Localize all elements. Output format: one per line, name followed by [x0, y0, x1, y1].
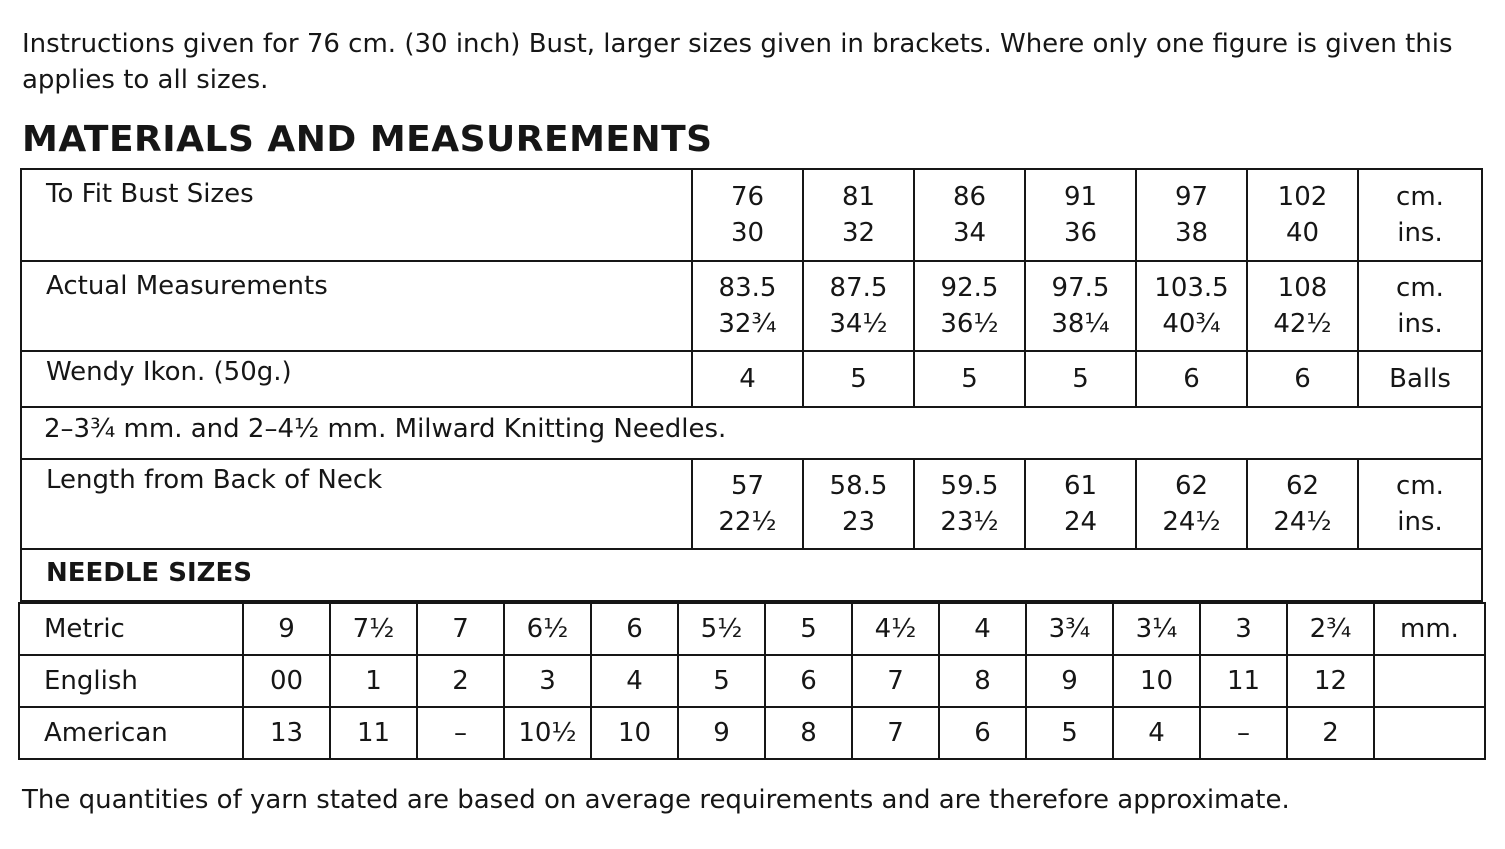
bust-cell [692, 169, 803, 261]
american-unit [1374, 707, 1485, 759]
american-cell: 6 [939, 707, 1026, 759]
footnote: The quantities of yarn stated are based on average requirements and are therefore approximate. [22, 785, 1290, 815]
actual-cell [803, 261, 914, 351]
english-cell: 5 [678, 655, 765, 707]
bust-ins: 40 [1285, 218, 1320, 248]
length-cm: 58.5 [829, 471, 888, 501]
metric-cell: 6½ [504, 603, 591, 655]
english-cell: 3 [504, 655, 591, 707]
metric-unit: mm. [1374, 603, 1485, 655]
length-cm: 62 [1174, 471, 1209, 501]
american-cell: 8 [765, 707, 852, 759]
length-ins: 23½ [940, 507, 999, 537]
unit-ins: ins. [1397, 218, 1443, 248]
bust-cm: 97 [1174, 182, 1209, 212]
bust-ins: 36 [1063, 218, 1098, 248]
length-ins: 23 [841, 507, 876, 537]
yarn-cell: 6 [1247, 351, 1358, 407]
bust-ins: 32 [841, 218, 876, 248]
metric-cell: 4½ [852, 603, 939, 655]
needles-text: 2–3¾ mm. and 2–4½ mm. Milward Knitting Needles. [21, 407, 1482, 459]
american-cell: 9 [678, 707, 765, 759]
bust-cell [1025, 169, 1136, 261]
english-cell: 2 [417, 655, 504, 707]
actual-ins: 42½ [1273, 309, 1332, 339]
actual-row [21, 261, 1482, 351]
length-cm: 59.5 [940, 471, 999, 501]
length-label: Length from Back of Neck [21, 459, 692, 549]
american-cell: 7 [852, 707, 939, 759]
actual-cell [1247, 261, 1358, 351]
actual-cm: 97.5 [1051, 273, 1110, 303]
actual-ins: 38¼ [1051, 309, 1110, 339]
length-ins: 24½ [1162, 507, 1221, 537]
bust-ins: 38 [1174, 218, 1209, 248]
yarn-row [21, 351, 1482, 407]
length-cell [1025, 459, 1136, 549]
needle-sizes-heading: NEEDLE SIZES [21, 549, 1482, 601]
english-cell: 8 [939, 655, 1026, 707]
english-unit [1374, 655, 1485, 707]
english-cell: 1 [330, 655, 417, 707]
length-cm: 57 [730, 471, 765, 501]
unit-ins: ins. [1397, 507, 1443, 537]
bust-cell [803, 169, 914, 261]
yarn-cell: 5 [914, 351, 1025, 407]
materials-table [20, 168, 1483, 602]
american-cell: 2 [1287, 707, 1374, 759]
actual-cell [1136, 261, 1247, 351]
actual-cell [692, 261, 803, 351]
english-cell: 11 [1200, 655, 1287, 707]
english-cell: 12 [1287, 655, 1374, 707]
american-cell: 5 [1026, 707, 1113, 759]
american-cell: 13 [243, 707, 330, 759]
english-cell: 6 [765, 655, 852, 707]
american-cell: – [417, 707, 504, 759]
bust-cell [1136, 169, 1247, 261]
american-cell: 4 [1113, 707, 1200, 759]
actual-ins: 34½ [829, 309, 888, 339]
length-ins: 24 [1063, 507, 1098, 537]
unit-cm: cm. [1396, 471, 1444, 501]
bust-label: To Fit Bust Sizes [21, 169, 692, 261]
bust-cm: 81 [841, 182, 876, 212]
actual-cell [914, 261, 1025, 351]
american-row [19, 707, 1485, 759]
english-label: English [19, 655, 243, 707]
needles-row [21, 407, 1482, 459]
metric-cell: 3¼ [1113, 603, 1200, 655]
metric-cell: 5 [765, 603, 852, 655]
yarn-unit: Balls [1358, 351, 1482, 407]
bust-row [21, 169, 1482, 261]
yarn-cell: 5 [803, 351, 914, 407]
actual-unit [1358, 261, 1482, 351]
yarn-cell: 4 [692, 351, 803, 407]
bust-cm: 86 [952, 182, 987, 212]
actual-label: Actual Measurements [21, 261, 692, 351]
actual-cm: 103.5 [1154, 273, 1229, 303]
american-cell: 10 [591, 707, 678, 759]
bust-cell [914, 169, 1025, 261]
length-ins: 24½ [1273, 507, 1332, 537]
english-cell: 00 [243, 655, 330, 707]
english-cell: 7 [852, 655, 939, 707]
bust-unit [1358, 169, 1482, 261]
english-cell: 10 [1113, 655, 1200, 707]
actual-cm: 83.5 [718, 273, 777, 303]
metric-row [19, 603, 1485, 655]
yarn-label: Wendy Ikon. (50g.) [21, 351, 692, 407]
metric-cell: 2¾ [1287, 603, 1374, 655]
length-cell [914, 459, 1025, 549]
length-cm: 61 [1063, 471, 1098, 501]
bust-ins: 34 [952, 218, 987, 248]
yarn-cell: 5 [1025, 351, 1136, 407]
metric-cell: 5½ [678, 603, 765, 655]
length-row [21, 459, 1482, 549]
metric-cell: 7½ [330, 603, 417, 655]
english-cell: 4 [591, 655, 678, 707]
intro-text: Instructions given for 76 cm. (30 inch) Bust, larger sizes given in brackets. Where only one figure is given this applies to all sizes. [22, 29, 1453, 95]
unit-ins: ins. [1397, 309, 1443, 339]
length-cell [1136, 459, 1247, 549]
bust-cm: 91 [1063, 182, 1098, 212]
metric-label: Metric [19, 603, 243, 655]
american-cell: – [1200, 707, 1287, 759]
bust-cm: 102 [1277, 182, 1328, 212]
metric-cell: 3¾ [1026, 603, 1113, 655]
actual-cm: 108 [1277, 273, 1328, 303]
english-cell: 9 [1026, 655, 1113, 707]
unit-cm: cm. [1396, 182, 1444, 212]
unit-cm: cm. [1396, 273, 1444, 303]
actual-cm: 92.5 [940, 273, 999, 303]
american-cell: 11 [330, 707, 417, 759]
needle-sizes-table [18, 602, 1486, 760]
yarn-cell: 6 [1136, 351, 1247, 407]
metric-cell: 7 [417, 603, 504, 655]
bust-cell [1247, 169, 1358, 261]
metric-cell: 6 [591, 603, 678, 655]
actual-ins: 40¾ [1162, 309, 1221, 339]
length-cell [692, 459, 803, 549]
metric-cell: 3 [1200, 603, 1287, 655]
length-cm: 62 [1285, 471, 1320, 501]
needle-heading-row [21, 549, 1482, 601]
metric-cell: 9 [243, 603, 330, 655]
length-cell [1247, 459, 1358, 549]
length-cell [803, 459, 914, 549]
actual-cm: 87.5 [829, 273, 888, 303]
american-label: American [19, 707, 243, 759]
actual-ins: 36½ [940, 309, 999, 339]
bust-ins: 30 [730, 218, 765, 248]
actual-ins: 32¾ [718, 309, 777, 339]
length-unit [1358, 459, 1482, 549]
metric-cell: 4 [939, 603, 1026, 655]
length-ins: 22½ [718, 507, 777, 537]
section-heading: MATERIALS AND MEASUREMENTS [22, 119, 713, 160]
bust-cm: 76 [730, 182, 765, 212]
american-cell: 10½ [504, 707, 591, 759]
actual-cell [1025, 261, 1136, 351]
english-row [19, 655, 1485, 707]
